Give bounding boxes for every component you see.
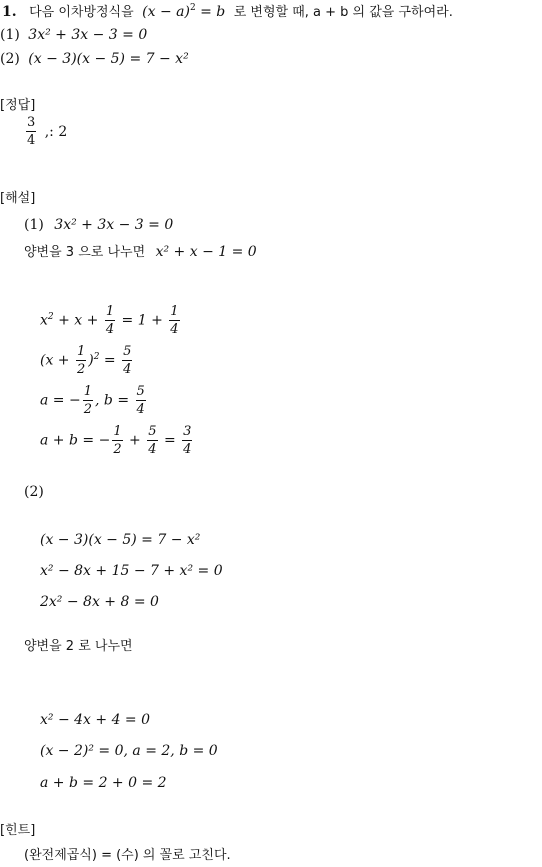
answer-frac-den: 4 <box>27 133 36 148</box>
answer-header: [정답] <box>0 98 36 113</box>
step2-frac-b-den: 4 <box>123 362 132 377</box>
solution-p1-expr: 3x² + 3x − 3 = 0 <box>54 217 174 233</box>
solution-p2-label: (2) <box>24 484 44 500</box>
solution-p2-line3: 2x² − 8x + 8 = 0 <box>40 594 159 610</box>
step3-frac-a-den: 2 <box>83 402 92 417</box>
problem-part1-expr: 3x² + 3x − 3 = 0 <box>28 27 148 43</box>
step4-frac-a-num: 1 <box>113 424 122 439</box>
step1-frac-b <box>169 305 179 336</box>
solution-step2: (x + $\frac{1}{2}$ )$^2$ = $\frac{5}{4}$ <box>40 344 132 377</box>
step2-frac-a <box>76 345 86 376</box>
problem-form-lhs: (x − a) <box>142 4 190 20</box>
problem-form-rhs: = b <box>195 4 226 20</box>
step1-frac-b-den: 4 <box>170 322 179 337</box>
solution-p1-divide-expr: x² + x − 1 = 0 <box>155 244 257 260</box>
step4-frac-c-den: 4 <box>183 442 192 457</box>
step2-frac-b <box>122 345 132 376</box>
step2-frac-a-num: 1 <box>77 344 86 359</box>
step2-frac-a-den: 2 <box>77 362 86 377</box>
step3-frac-b-num: 5 <box>136 384 145 399</box>
hint-header: [힌트] <box>0 823 36 838</box>
solution-p2-divide: 양변을 2 로 나누면 <box>24 639 133 654</box>
step1-frac-a <box>105 305 115 336</box>
step4-frac-b <box>147 425 157 456</box>
answer-line <box>24 116 67 147</box>
problem-number: 1. <box>2 4 17 20</box>
step4-frac-a-den: 2 <box>113 442 122 457</box>
solution-p2-line6: a + b = 2 + 0 = 2 <box>40 775 167 791</box>
problem-part1 <box>0 28 147 42</box>
problem-part2-label: (2) <box>0 51 20 67</box>
solution-step1: $x^2 + x$ + $\frac{1}{4}$ = 1 + $\frac{1}{4}$ <box>40 304 179 337</box>
answer-frac-num: 3 <box>27 115 36 130</box>
step1-frac-a-den: 4 <box>105 322 115 337</box>
problem-text-suffix: 로 변형할 때, a + b 의 값을 구하여라. <box>233 5 453 20</box>
problem-text-prefix: 다음 이차방정식을 <box>29 5 134 20</box>
solution-step4: a + b = − $\frac{1}{2}$ + $\frac{5}{4}$ = $\frac{3}{4}$ <box>40 424 192 457</box>
step4-frac-b-num: 5 <box>148 424 157 439</box>
solution-p1-divide-text: 양변을 3 으로 나누면 <box>24 245 146 260</box>
step2-frac-b-num: 5 <box>123 344 132 359</box>
step4-frac-b-den: 4 <box>148 442 157 457</box>
solution-p1-divide <box>24 245 257 259</box>
solution-p2-line4: x² − 4x + 4 = 0 <box>40 712 151 728</box>
answer-rest: ,: 2 <box>44 123 68 140</box>
hint-text: (완전제곱식) = (수) 의 꼴로 고친다. <box>24 848 231 863</box>
solution-p2-line5: (x − 2)² = 0, a = 2, b = 0 <box>40 743 218 759</box>
problem-part2-expr: (x − 3)(x − 5) = 7 − x² <box>28 51 189 67</box>
step1-frac-b-num: 1 <box>170 304 179 319</box>
step4-frac-c-num: 3 <box>183 424 192 439</box>
solution-p1-label: (1) <box>24 217 44 233</box>
problem-form-exp: 2 <box>189 3 196 13</box>
solution-p1 <box>24 218 173 232</box>
step3-frac-b-den: 4 <box>136 402 145 417</box>
solution-p2-line2: x² − 8x + 15 − 7 + x² = 0 <box>40 563 223 579</box>
solution-header: [해설] <box>0 191 36 206</box>
step1-frac-a-num: 1 <box>105 304 115 319</box>
problem-line <box>2 5 453 19</box>
answer-fraction <box>26 116 36 147</box>
step3-frac-a <box>83 385 93 416</box>
solution-step3: a = − $\frac{1}{2}$ , b = $\frac{5}{4}$ <box>40 384 145 417</box>
problem-part1-label: (1) <box>0 27 20 43</box>
step4-frac-a <box>112 425 122 456</box>
step4-frac-c <box>182 425 192 456</box>
step3-frac-a-num: 1 <box>83 384 92 399</box>
problem-part2 <box>0 52 189 66</box>
solution-p2-line1: (x − 3)(x − 5) = 7 − x² <box>40 532 201 548</box>
step3-frac-b <box>136 385 146 416</box>
